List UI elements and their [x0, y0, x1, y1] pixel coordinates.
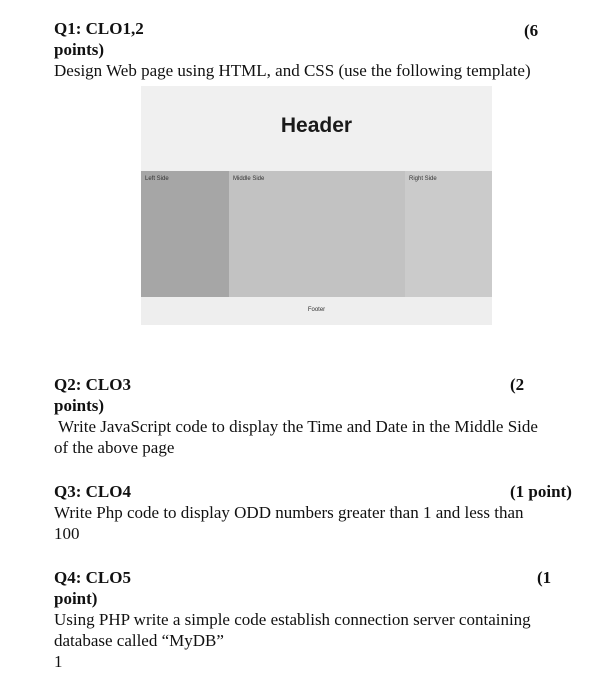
question-3-text-line-2: 100 — [54, 524, 80, 543]
question-4-points: (1 — [537, 568, 552, 587]
page-number: 1 — [54, 652, 63, 671]
question-4-text-line-1: Using PHP write a simple code establish connection server containing — [54, 610, 531, 629]
question-2-title: Q2: CLO3 — [54, 375, 131, 394]
question-1-points: (6 — [524, 21, 539, 40]
question-3-text-line-1: Write Php code to display ODD numbers greater than 1 and less than — [54, 503, 524, 522]
question-3-points: (1 point) — [510, 482, 572, 501]
question-4-title: Q4: CLO5 — [54, 568, 131, 587]
question-1-points-cont: points) — [54, 40, 105, 59]
question-2-points-cont: points) — [54, 396, 105, 415]
template-left-side-region — [141, 171, 229, 297]
question-2 — [54, 374, 584, 458]
question-1-text: Design Web page using HTML, and CSS (use the following template) — [54, 61, 531, 80]
question-1-title: Q1: CLO1,2 — [54, 19, 144, 38]
question-2-points: (2 — [510, 375, 525, 394]
template-footer-label: Footer — [307, 307, 326, 313]
question-2-text-line-1: Write JavaScript code to display the Time and Date in the Middle Side — [58, 417, 538, 436]
question-4-points-cont: point) — [54, 589, 98, 608]
question-4 — [54, 567, 584, 672]
template-right-side-region — [405, 171, 492, 297]
template-middle-side-label: Middle Side — [233, 176, 265, 182]
template-left-side-label: Left Side — [145, 176, 169, 182]
template-right-side-label: Right Side — [409, 176, 437, 182]
template-middle-side-region — [229, 171, 405, 297]
template-header-region — [141, 86, 492, 171]
question-2-text-line-2: of the above page — [54, 438, 175, 457]
layout-template-figure — [141, 86, 492, 325]
question-3-title: Q3: CLO4 — [54, 482, 131, 501]
question-1 — [54, 18, 594, 81]
template-header-label: Header — [280, 114, 353, 137]
question-3 — [54, 481, 584, 544]
template-footer-region — [141, 297, 492, 325]
question-4-text-line-2: database called “MyDB” — [54, 631, 224, 650]
